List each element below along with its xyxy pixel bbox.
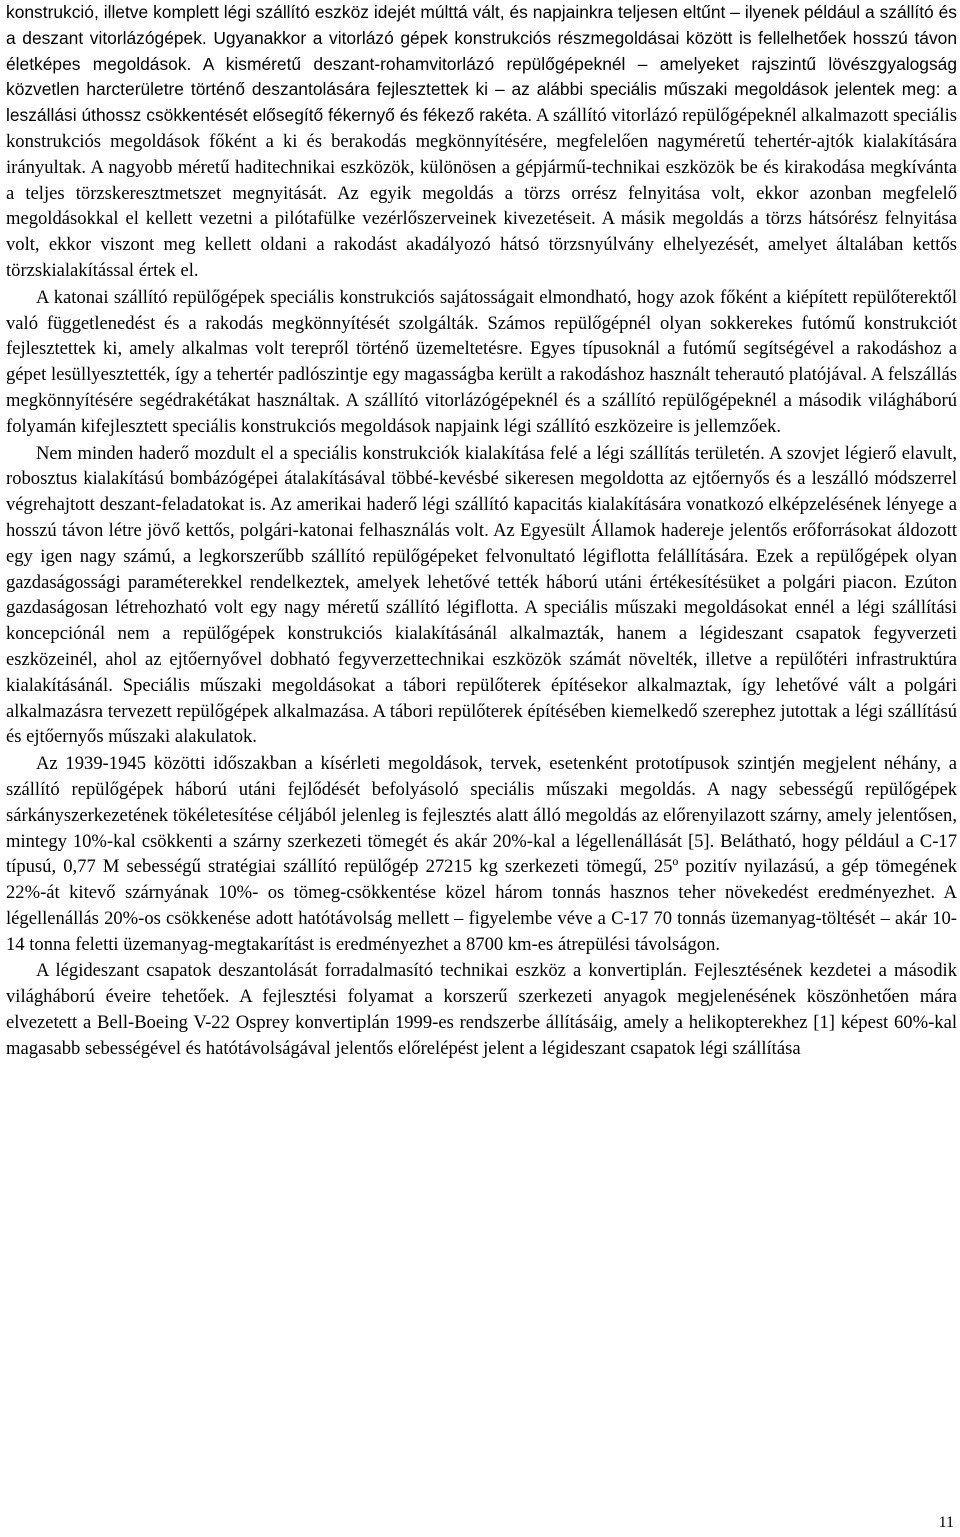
- paragraph-5: A légideszant csapatok deszantolását forradalmasító technikai eszköz a konvertiplán. Fejlesztésének kezdetei a második világháború éveire tehetőek. A fejlesztési folyamat a korszerű szerkezeti anyagok megjelenésének köszönhetően mára elvezetett a Bell-Boeing V-22 Osprey konvertiplán 1999-es rendszerbe állításáig, amely a helikopterekhez [1] képest 60%-kal magasabb sebességével és hatótávolságával jelentős előrelépést jelent a légideszant csapatok légi szállítása: [6, 960, 957, 1059]
- paragraph-2: A katonai szállító repülőgépek speciális konstrukciós sajátosságait elmondható, hogy azok főként a kiépített repülőterektől való függetlenedést és a rakodás megkönnyítését szolgálták. Számos repülőgépnél olyan sokkerekes futómű konstrukciót fejlesztettek ki, amely alkalmas volt terepről történő üzemeltetésre. Egyes típusoknál a futómű segítségével a rakodáshoz a gépet lesüllyesztették, így a tehertér padlószintje egy magasságba került a rakodáshoz használt teherautó platójával. A felszállás megkönnyítésére segédrakétákat használtak. A szállító vitorlázógépeknél és a szállító repülőgépeknél a második világháború folyamán kifejlesztett speciális konstrukciós megoldások napjaink légi szállító eszközeire is jellemzőek.: [6, 286, 957, 437]
- document-page: [6, 0, 957, 1062]
- paragraph-3: Nem minden haderő mozdult el a speciális konstrukciók kialakítása felé a légi szállítás területén. A szovjet légierő elavult, robosztus kialakítású bombázógépei átalakításával többé-kevésbé sikeresen megoldotta az ejtőernyős és a leszálló módszerrel végrehajtott deszant-feladatokat is. Az amerikai haderő légi szállító kapacitás kialakítására vonatkozó elképzelésének lényege a hosszú távon létre jövő kettős, polgári-katonai felhasználás volt. Az Egyesült Államok hadereje jelentős erőforrásokat áldozott egy igen nagy számú, a legkorszerűbb szállító repülőgépeket felvonultató légiflotta felállítására. Ezek a repülőgépek olyan gazdaságossági paraméterekkel rendelkeztek, amelyek lehetővé tették háború utáni értékesítésüket a polgári piacon. Ezúton gazdaságosan létrehozható volt egy nagy méretű szállító légiflotta. A speciális műszaki megoldásokat ennél a légi szállítási koncepciónál nem a repülőgépek konstrukciós kialakításánál alkalmazták, hanem a légideszant csapatok fegyverzeti eszközeinél, ahol az ejtőernyővel dobható fegyverzettechnikai eszközök számát növelték, illetve a repülőtéri infrastruktúra kialakításánál. Speciális műszaki megoldásokat a tábori repülőterek építésekor alkalmaztak, így lehetővé vált a polgári alkalmazásra tervezett repülőgépek alkalmazása. A tábori repülőterek építésében kiemelkedő szerephez jutottak a légi szállítású és ejtőernyős műszaki alakulatok.: [6, 442, 957, 748]
- paragraph-1: [6, 0, 957, 284]
- page-number: 11: [938, 1514, 954, 1531]
- paragraph-1-serif-part: A szállító vitorlázó repülőgépeknél alkalmazott speciális konstrukciós megoldások főként a ki és berakodás megkönnyítésére, megfelelően nagyméretű tehertér-ajtók kialakítására irányultak. A nagyobb méretű haditechnikai eszközök, különösen a gépjármű-technikai eszközök be és kirakodása megkívánta a teljes törzskeresztmetszet megnyitását. Az egyik megoldás a törzs orrész felnyitása volt, ekkor azonban megfelelő megoldásokkal el kellett vezetni a pilótafülke vezérlőszerveinek kivezetéseit. A másik megoldás a törzs hátsórész felnyitása volt, ekkor viszont meg kellett oldani a rakodást akadályozó hátsó törzsnyúlvány elhelyezését, amelyet általában kettős törzskialakítással értek el.: [6, 105, 957, 281]
- paragraph-4: Az 1939-1945 közötti időszakban a kísérleti megoldások, tervek, esetenként prototípusok szintjén megjelent néhány, a szállító repülőgépek háború utáni fejlődését befolyásoló speciális műszaki megoldás. A nagy sebességű repülőgépek sárkányszerkezetének tökéletesítése céljából jelenleg is fejlesztés alatt álló megoldás az előrenyilazott szárny, amely jelentősen, mintegy 10%-kal csökkenti a szárny szerkezeti tömegét és akár 20%-kal a légellenállását [5]. Belátható, hogy például a C-17 típusú, 0,77 M sebességű stratégiai szállító repülőgép 27215 kg szerkezeti tömegű, 25º pozitív nyilazású, a gép tömegének 22%-át kitevő szárnyának 10%- os tömeg-csökkentése közel három tonnás hasznos teher növekedést eredményezhet. A légellenállás 20%-os csökkenése adott hatótávolság mellett – figyelembe véve a C-17 70 tonnás üzemanyag-töltését – akár 10-14 tonna feletti üzemanyag-megtakarítást is eredményezhet a 8700 km-es átrepülési távolságon.: [6, 753, 957, 955]
- paragraph-1-sans-part: konstrukció, illetve komplett légi szállító eszköz idejét múlttá vált, és napjainkra teljesen eltűnt – ilyenek például a szállító és a deszant vitorlázógépek. Ugyanakkor a vitorlázó gépek konstrukciós részmegoldásai között is fellelhetőek hosszú távon életképes megoldások. A kisméretű deszant-rohamvitorlázó repülőgépeknél – amelyeket rajszintű lövészgyalogság közvetlen harcterületre történő deszantolására fejlesztettek ki – az alábbi speciális műszaki megoldások jelentek meg: a leszállási úthossz csökkentését elősegítő fékernyő és fékező rakéta.: [6, 2, 957, 126]
